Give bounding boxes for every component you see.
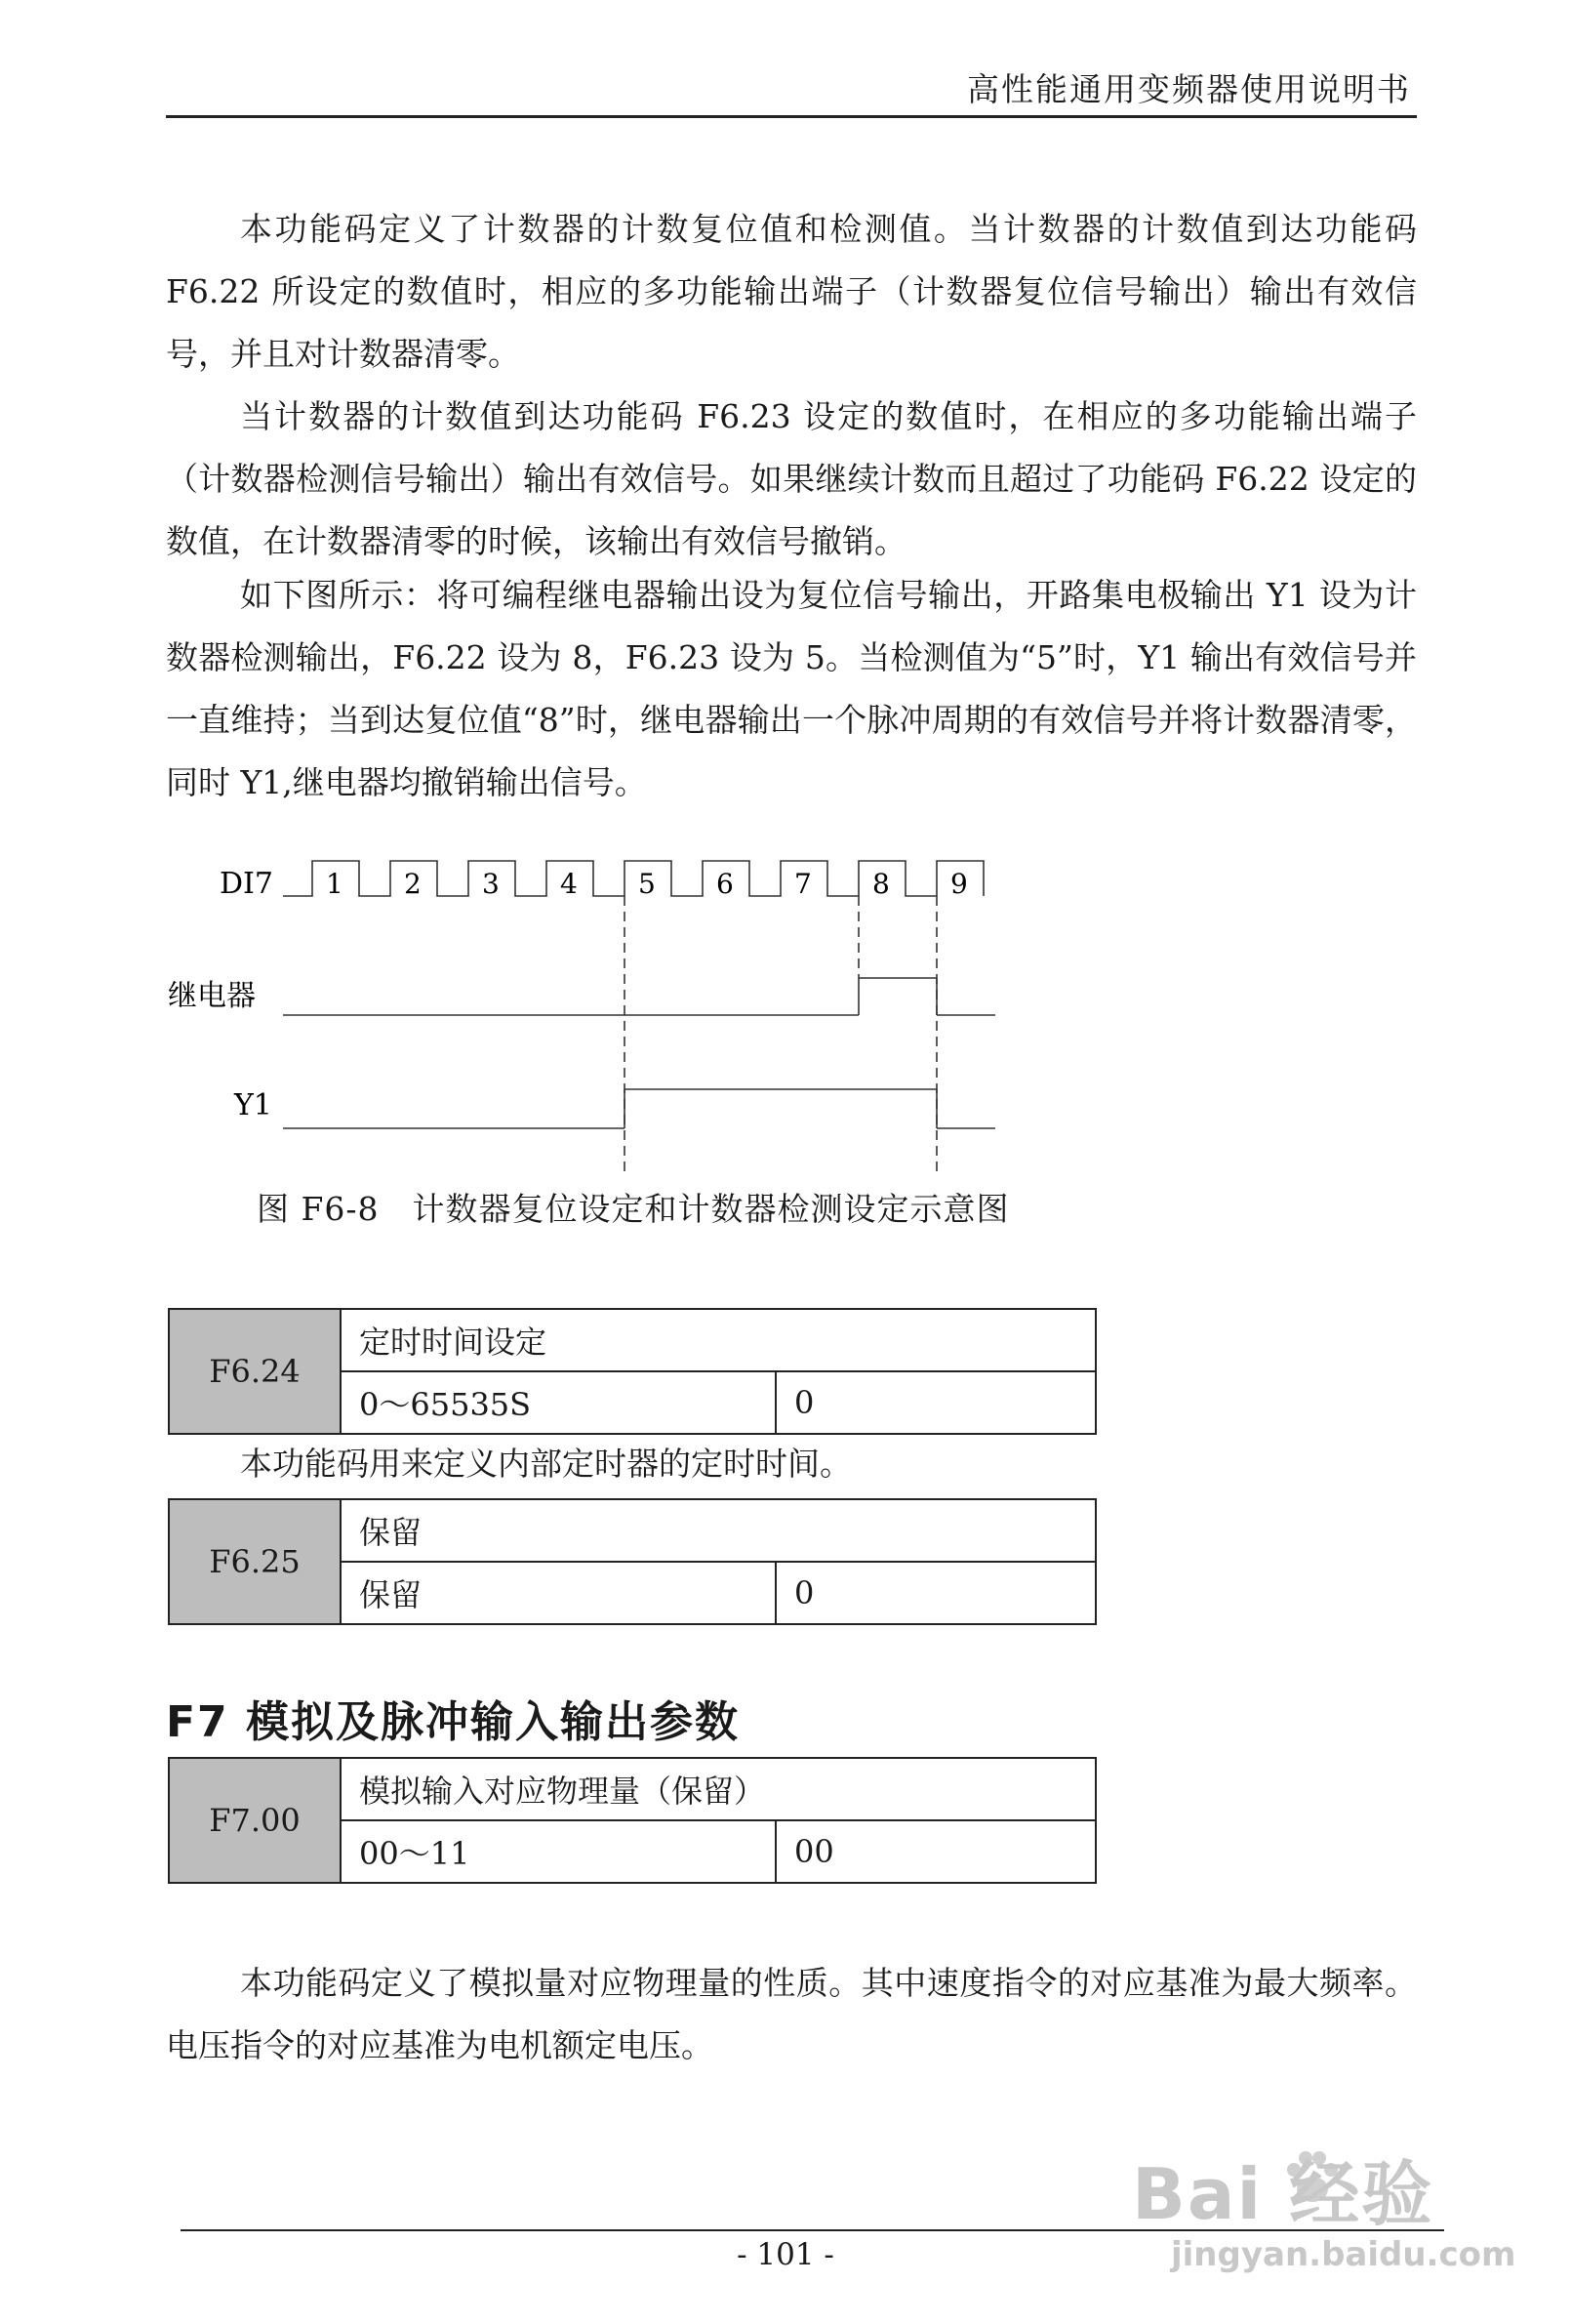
paragraph-timer: 本功能码用来定义内部定时器的定时时间。 xyxy=(240,1445,852,1483)
paragraph-analog-input: 本功能码定义了模拟量对应物理量的性质。其中速度指令的对应基准为最大频率。电压指令的对应基准为电机额定电压。 xyxy=(166,1964,1417,2064)
paragraph-example: 如下图所示：将可编程继电器输出设为复位信号输出，开路集电极输出 Y1 设为计数器检测输出，F6.22 设为 8，F6.23 设为 5。当检测值为“5”时，Y1 输出有效信号并一直维持；当到达复位值“8”时，继电器输出一个脉冲周期的有效信号并将计数器清零，同时 Y1,继电器均撤销输出信号。 xyxy=(166,576,1417,801)
pulse-number-2: 2 xyxy=(404,868,422,900)
relay-waveform xyxy=(283,978,995,1015)
param-name: 模拟输入对应物理量（保留） xyxy=(341,1758,1096,1820)
pulse-number-1: 1 xyxy=(326,868,343,900)
timing-diagram xyxy=(156,849,1034,1171)
param-code: F6.24 xyxy=(169,1309,341,1434)
watermark-url: jingyan.baidu.com xyxy=(1171,2235,1516,2274)
watermark-brand: Bai 经验 xyxy=(1132,2153,1434,2235)
page-number: - 101 - xyxy=(737,2237,834,2272)
pulse-number-7: 7 xyxy=(794,868,812,900)
param-table-f7-00 xyxy=(168,1757,1097,1884)
param-name: 定时时间设定 xyxy=(341,1309,1096,1371)
header-rule xyxy=(166,115,1417,118)
pulse-number-8: 8 xyxy=(872,868,890,900)
pulse-number-4: 4 xyxy=(560,868,578,900)
y1-waveform xyxy=(283,1089,995,1128)
param-name: 保留 xyxy=(341,1499,1096,1562)
pulse-number-3: 3 xyxy=(482,868,500,900)
param-table-f6-24 xyxy=(168,1308,1097,1435)
section-title: F7 模拟及脉冲输入输出参数 xyxy=(166,1697,740,1747)
param-default: 0 xyxy=(776,1371,1096,1434)
param-range: 00～11 xyxy=(341,1820,776,1883)
signal-label-relay: 继电器 xyxy=(168,979,256,1013)
signal-label-y1: Y1 xyxy=(234,1088,272,1122)
baidu-watermark xyxy=(1132,2138,1522,2284)
paragraph-counter-detect: 当计数器的计数值到达功能码 F6.23 设定的数值时，在相应的多功能输出端子（计数器检测信号输出）输出有效信号。如果继续计数而且超过了功能码 F6.22 设定的数值，在计数器清零的时候，该输出有效信号撤销。 xyxy=(166,397,1417,560)
param-code: F7.00 xyxy=(169,1758,341,1883)
param-table-f6-25 xyxy=(168,1498,1097,1625)
pulse-number-9: 9 xyxy=(950,868,968,900)
header-title: 高性能通用变频器使用说明书 xyxy=(967,70,1411,108)
param-code: F6.25 xyxy=(169,1499,341,1624)
param-range: 保留 xyxy=(341,1562,776,1624)
param-range: 0～65535S xyxy=(341,1371,776,1434)
pulse-number-6: 6 xyxy=(716,868,734,900)
pulse-number-labels xyxy=(326,868,968,900)
figure-caption: 图 F6-8 计数器复位设定和计数器检测设定示意图 xyxy=(257,1190,1010,1228)
paragraph-counter-reset: 本功能码定义了计数器的计数复位值和检测值。当计数器的计数值到达功能码 F6.22 所设定的数值时，相应的多功能输出端子（计数器复位信号输出）输出有效信号，并且对计数器清零。 xyxy=(166,210,1417,373)
param-default: 0 xyxy=(776,1562,1096,1624)
signal-label-di7: DI7 xyxy=(220,867,273,901)
param-default: 00 xyxy=(776,1820,1096,1883)
event-marker-lines xyxy=(624,896,937,1171)
pulse-number-5: 5 xyxy=(638,868,656,900)
